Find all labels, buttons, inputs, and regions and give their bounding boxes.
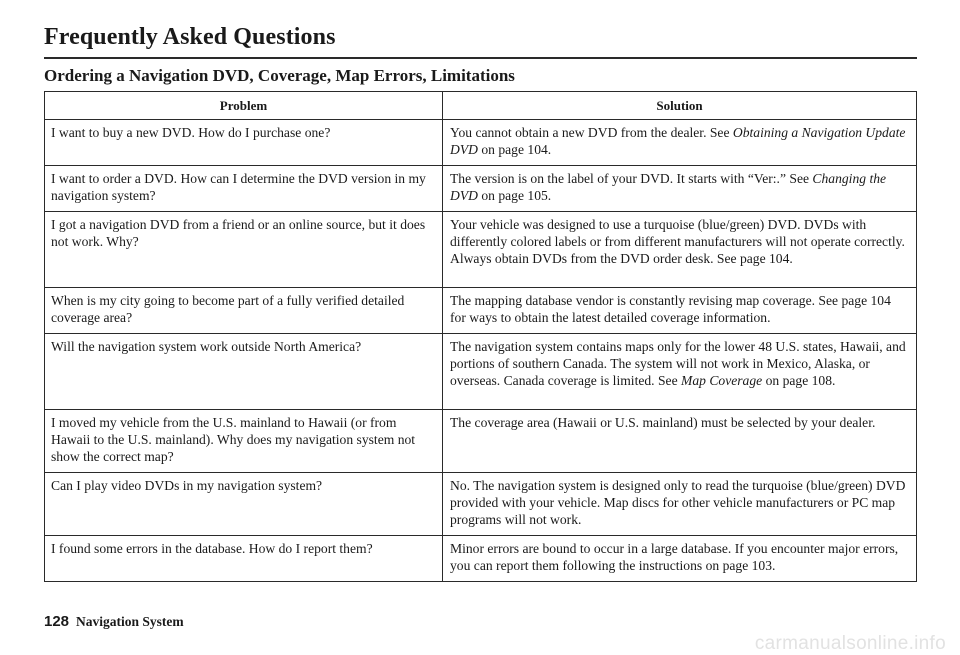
solution-text: on page 108.: [762, 373, 836, 388]
solution-reference: Map Coverage: [681, 373, 763, 388]
solution-cell: [443, 410, 917, 473]
solution-text: The mapping database vendor is constantly revising map coverage. See page 104 for ways to obtain the latest detailed coverage information.: [450, 293, 891, 325]
watermark: carmanualsonline.info: [754, 633, 946, 654]
problem-cell: When is my city going to become part of a fully verified detailed coverage area?: [45, 288, 443, 334]
table-row: [45, 166, 917, 212]
problem-cell: I moved my vehicle from the U.S. mainland to Hawaii (or from Hawaii to the U.S. mainland). Why does my navigation system not show the correct map?: [45, 410, 443, 473]
page-number: 128: [44, 613, 70, 630]
problem-cell: Can I play video DVDs in my navigation system?: [45, 473, 443, 536]
solution-cell: [443, 334, 917, 410]
problem-cell: Will the navigation system work outside North America?: [45, 334, 443, 410]
solution-cell: [443, 166, 917, 212]
solution-cell: [443, 212, 917, 288]
header-solution: Solution: [443, 92, 917, 120]
solution-text: No. The navigation system is designed only to read the turquoise (blue/green) DVD provided with your vehicle. Map discs for other vehicle manufacturers or PC map programs will not work.: [450, 478, 906, 527]
solution-text: on page 104.: [477, 142, 552, 157]
solution-cell: [443, 536, 917, 582]
solution-text: The coverage area (Hawaii or U.S. mainland) must be selected by your dealer.: [450, 415, 876, 430]
header-problem: Problem: [45, 92, 443, 120]
table-row: [45, 473, 917, 536]
section-heading: Ordering a Navigation DVD, Coverage, Map Errors, Limitations: [44, 66, 515, 85]
problem-cell: I want to order a DVD. How can I determine the DVD version in my navigation system?: [45, 166, 443, 212]
solution-reference: Changing the DVD: [450, 171, 887, 203]
table-row: [45, 410, 917, 473]
solution-cell: [443, 473, 917, 536]
table-row: [45, 120, 917, 166]
solution-text: Minor errors are bound to occur in a large database. If you encounter major errors, you can report them following the instructions on page 103.: [450, 541, 899, 573]
footer-label: Navigation System: [76, 614, 184, 629]
table-row: [45, 212, 917, 288]
solution-text: The navigation system contains maps only for the lower 48 U.S. states, Hawaii, and portions of southern Canada. The system will not work in Mexico, Alaska, or overseas. Canada coverage is limited. See: [450, 339, 906, 388]
solution-cell: [443, 288, 917, 334]
page-footer: [44, 613, 184, 630]
problem-cell: I found some errors in the database. How do I report them?: [45, 536, 443, 582]
problem-cell: I got a navigation DVD from a friend or an online source, but it does not work. Why?: [45, 212, 443, 288]
solution-text: on page 105.: [477, 188, 552, 203]
title-rule: [44, 57, 917, 59]
faq-table: [44, 91, 917, 582]
page-title: Frequently Asked Questions: [44, 24, 336, 50]
solution-text: You cannot obtain a new DVD from the dealer. See: [450, 125, 733, 140]
solution-cell: [443, 120, 917, 166]
solution-text: The version is on the label of your DVD. It starts with “Ver:.” See: [450, 171, 813, 186]
solution-reference: Obtaining a Navigation Update DVD: [450, 125, 906, 157]
table-row: [45, 536, 917, 582]
table-row: [45, 288, 917, 334]
table-header-row: [45, 92, 917, 120]
problem-cell: I want to buy a new DVD. How do I purchase one?: [45, 120, 443, 166]
solution-text: Your vehicle was designed to use a turquoise (blue/green) DVD. DVDs with differently colored labels or from different manufacturers will not operate correctly. Always obtain DVDs from the DVD order desk. See page 104.: [450, 217, 905, 266]
table-row: [45, 334, 917, 410]
